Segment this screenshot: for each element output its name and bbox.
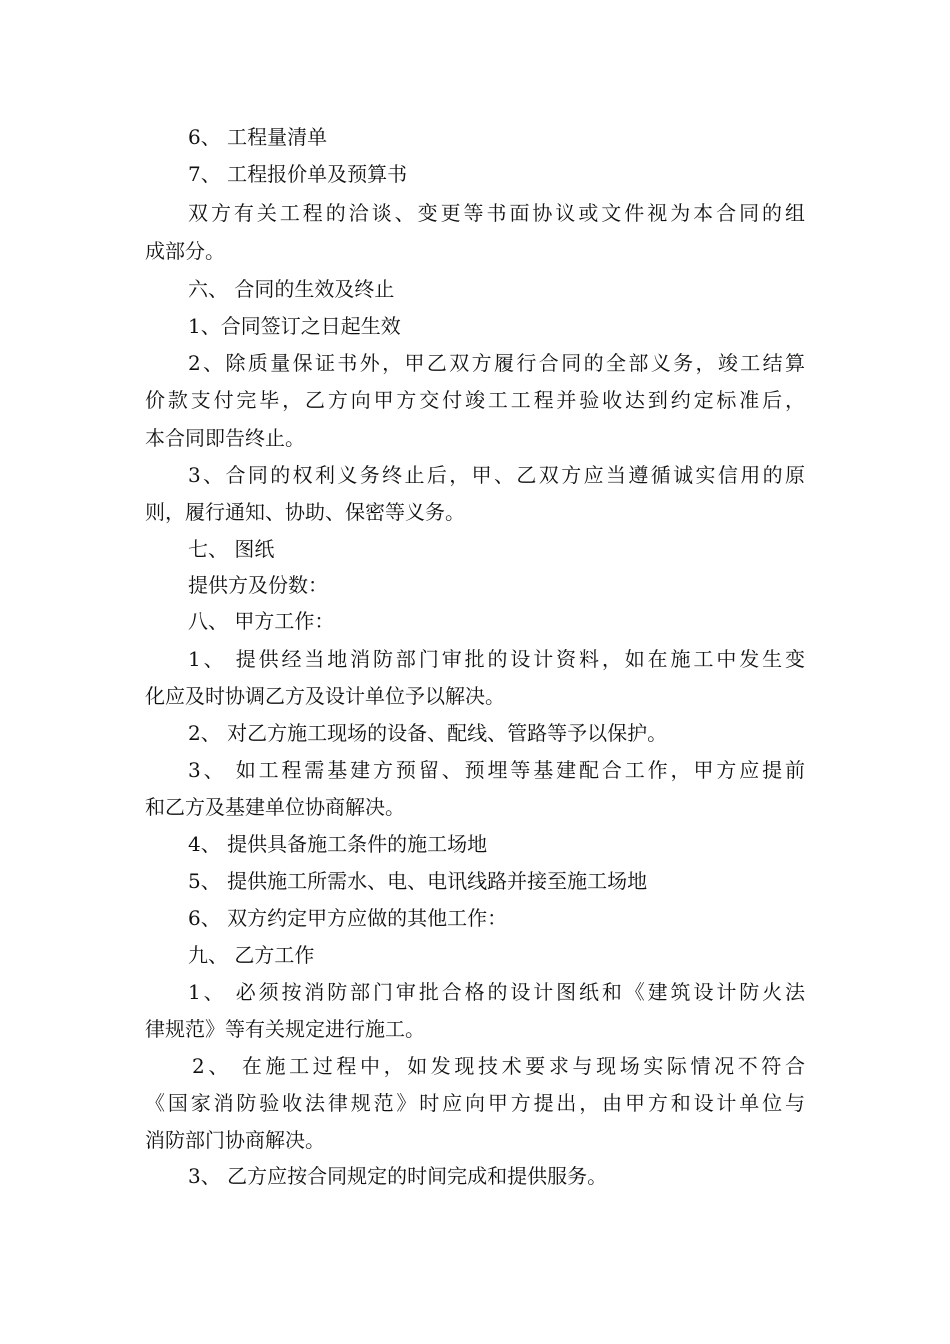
annex-paragraph-line-1: 双方有关工程的洽谈、变更等书面协议或文件视为本合同的组 [188,201,805,225]
section-9-item-2-line-1: 2、 在施工过程中，如发现技术要求与现场实际情况不符合 [192,1054,805,1078]
section-8-item-5: 5、 提供施工所需水、电、电讯线路并接至施工场地 [188,869,648,893]
section-7-text: 提供方及份数： [188,573,328,597]
section-6-item-1: 1、合同签订之日起生效 [188,314,401,338]
list-item-6: 6、 工程量清单 [188,125,328,149]
section-8-item-1-line-2: 化应及时协调乙方及设计单位予以解决。 [145,684,505,708]
section-8-item-6: 6、 双方约定甲方应做的其他工作： [188,906,508,930]
section-6-item-2-line-2: 价款支付完毕，乙方向甲方交付竣工工程并验收达到约定标准后， [145,388,805,412]
section-6-item-3-line-1: 3、合同的权利义务终止后，甲、乙双方应当遵循诚实信用的原 [188,463,805,487]
section-8-item-2: 2、 对乙方施工现场的设备、配线、管路等予以保护。 [188,721,668,745]
annex-paragraph-line-2: 成部分。 [145,239,225,263]
section-8-item-4: 4、 提供具备施工条件的施工场地 [188,832,488,856]
section-6-item-2-line-3: 本合同即告终止。 [145,426,305,450]
section-7-heading: 七、 图纸 [188,537,275,561]
section-6-item-2-line-1: 2、除质量保证书外，甲乙双方履行合同的全部义务，竣工结算 [188,351,805,375]
section-6-item-3-line-2: 则，履行通知、协助、保密等义务。 [145,500,465,524]
section-9-item-3: 3、 乙方应按合同规定的时间完成和提供服务。 [188,1164,608,1188]
section-8-item-1-line-1: 1、 提供经当地消防部门审批的设计资料，如在施工中发生变 [188,647,805,671]
section-9-item-2-line-3: 消防部门协商解决。 [145,1128,325,1152]
section-8-item-3-line-2: 和乙方及基建单位协商解决。 [145,795,405,819]
list-item-7: 7、 工程报价单及预算书 [188,162,408,186]
section-9-item-2-line-2: 《国家消防验收法律规范》时应向甲方提出，由甲方和设计单位与 [145,1091,805,1115]
section-8-heading: 八、 甲方工作： [188,609,335,633]
section-9-item-1-line-1: 1、 必须按消防部门审批合格的设计图纸和《建筑设计防火法 [188,980,805,1004]
section-9-item-1-line-2: 律规范》等有关规定进行施工。 [145,1017,425,1041]
section-9-heading: 九、 乙方工作 [188,943,315,967]
section-6-heading: 六、 合同的生效及终止 [188,277,395,301]
section-8-item-3-line-1: 3、 如工程需基建方预留、预埋等基建配合工作，甲方应提前 [188,758,805,782]
